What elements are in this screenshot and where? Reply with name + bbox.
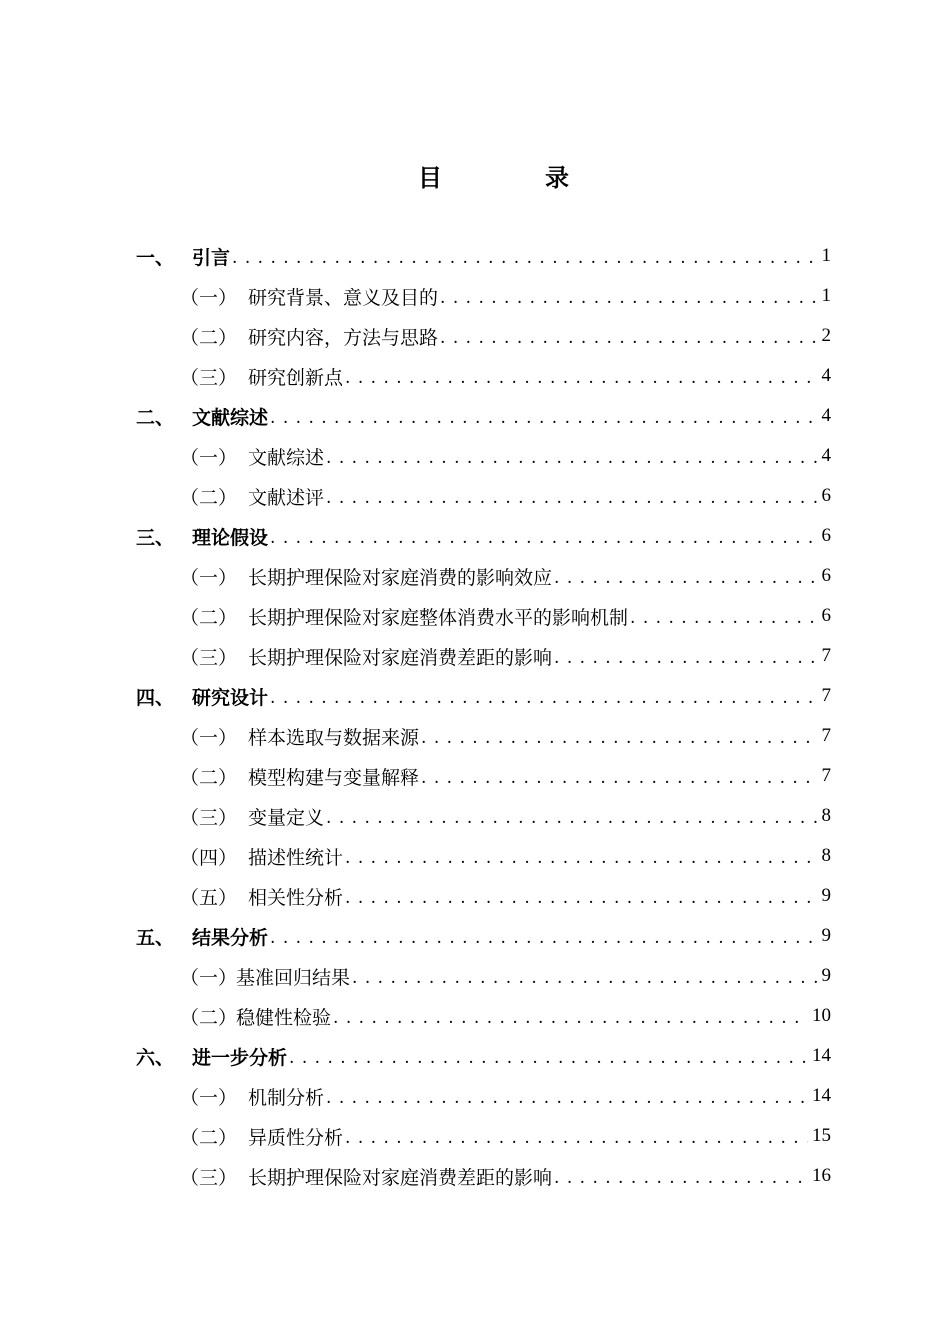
toc-page-number: 4 xyxy=(821,365,831,386)
toc-section-entry[interactable] xyxy=(0,876,950,916)
toc-section-entry[interactable] xyxy=(0,476,950,516)
toc-entry-label: 结果分析 xyxy=(192,926,269,949)
toc-page-number: 6 xyxy=(821,605,831,626)
toc-entry-number: （一） xyxy=(180,726,238,749)
toc-page-number: 9 xyxy=(821,885,831,906)
toc-section-entry[interactable] xyxy=(0,556,950,596)
toc-section-entry[interactable] xyxy=(0,436,950,476)
toc-dot-leader xyxy=(352,966,817,990)
toc-page-number: 7 xyxy=(821,765,831,786)
toc-dot-leader xyxy=(270,926,817,950)
toc-entry-label: 长期护理保险对家庭整体消费水平的影响机制 xyxy=(248,606,629,629)
toc-chapter-entry[interactable] xyxy=(0,516,950,556)
toc-section-entry[interactable] xyxy=(0,756,950,796)
toc-dot-leader xyxy=(326,486,817,510)
toc-section-entry[interactable] xyxy=(0,1156,950,1196)
toc-chapter-entry[interactable] xyxy=(0,916,950,956)
toc-page-number: 7 xyxy=(821,645,831,666)
toc-section-entry[interactable] xyxy=(0,956,950,996)
toc-section-entry[interactable] xyxy=(0,636,950,676)
toc-dot-leader xyxy=(345,886,817,910)
toc-page-number: 8 xyxy=(821,805,831,826)
toc-entry-label: 长期护理保险对家庭消费差距的影响 xyxy=(248,1166,553,1189)
toc-page-number: 8 xyxy=(821,845,831,866)
toc-title xyxy=(0,160,950,196)
toc-entry-label: 研究背景、意义及目的 xyxy=(248,286,439,309)
toc-entry-label: 模型构建与变量解释 xyxy=(248,766,420,789)
toc-section-entry[interactable] xyxy=(0,316,950,356)
toc-entry-number: （二） xyxy=(180,766,238,789)
toc-entry-number: （一） xyxy=(180,1086,238,1109)
toc-entry-label: 样本选取与数据来源 xyxy=(248,726,420,749)
toc-dot-leader xyxy=(345,846,817,870)
toc-page-number: 2 xyxy=(821,325,831,346)
toc-page-number: 7 xyxy=(821,685,831,706)
toc-entry-label: 研究创新点 xyxy=(248,366,344,389)
toc-entry-label: 基准回归结果 xyxy=(236,966,351,989)
toc-entry-number: （三） xyxy=(180,366,238,389)
toc-entry-label: 稳健性检验 xyxy=(236,1006,332,1029)
toc-entry-number: （二） xyxy=(180,1126,238,1149)
toc-chapter-entry[interactable] xyxy=(0,1036,950,1076)
toc-dot-leader xyxy=(554,646,817,670)
toc-page-number: 6 xyxy=(821,485,831,506)
toc-dot-leader xyxy=(421,726,817,750)
toc-page-number: 1 xyxy=(821,245,831,266)
toc-entry-number: （二） xyxy=(180,326,238,349)
toc-page-number: 15 xyxy=(812,1125,831,1146)
toc-dot-leader xyxy=(270,686,817,710)
toc-page-number: 16 xyxy=(812,1165,831,1186)
toc-entry-label: 研究内容，方法与思路 xyxy=(248,326,439,349)
toc-dot-leader xyxy=(232,246,817,270)
toc-dot-leader xyxy=(326,1086,808,1110)
toc-dot-leader xyxy=(345,1126,808,1150)
toc-entry-label: 文献综述 xyxy=(248,446,325,469)
toc-section-entry[interactable] xyxy=(0,596,950,636)
toc-dot-leader xyxy=(326,806,817,830)
toc-dot-leader xyxy=(270,406,817,430)
toc-dot-leader xyxy=(554,1166,808,1190)
toc-entry-number: （五） xyxy=(180,886,238,909)
toc-page-number: 4 xyxy=(821,445,831,466)
toc-entry-number: （一） xyxy=(180,966,238,989)
toc-dot-leader xyxy=(630,606,817,630)
toc-section-entry[interactable] xyxy=(0,716,950,756)
toc-entry-number: （一） xyxy=(180,566,238,589)
toc-entry-number: （三） xyxy=(180,806,238,829)
toc-page-number: 14 xyxy=(812,1085,831,1106)
toc-entry-number: （四） xyxy=(180,846,238,869)
toc-entry-label: 研究设计 xyxy=(192,686,269,709)
toc-section-entry[interactable] xyxy=(0,276,950,316)
toc-page-number: 6 xyxy=(821,525,831,546)
toc-entry-label: 长期护理保险对家庭消费的影响效应 xyxy=(248,566,553,589)
toc-section-entry[interactable] xyxy=(0,1116,950,1156)
toc-dot-leader xyxy=(440,326,817,350)
toc-entry-number: 五、 xyxy=(136,926,175,949)
toc-page-number: 7 xyxy=(821,725,831,746)
toc-dot-leader xyxy=(421,766,817,790)
toc-entry-label: 引言 xyxy=(192,246,231,269)
toc-chapter-entry[interactable] xyxy=(0,396,950,436)
toc-page-number: 4 xyxy=(821,405,831,426)
toc-dot-leader xyxy=(270,526,817,550)
toc-section-entry[interactable] xyxy=(0,996,950,1036)
toc-entry-number: 三、 xyxy=(136,526,175,549)
toc-title-right: 录 xyxy=(545,164,569,192)
toc-entry-label: 变量定义 xyxy=(248,806,325,829)
toc-entry-label: 进一步分析 xyxy=(192,1046,288,1069)
toc-entry-label: 机制分析 xyxy=(248,1086,325,1109)
toc-page-number: 1 xyxy=(821,285,831,306)
toc-dot-leader xyxy=(554,566,817,590)
toc-entry-label: 长期护理保险对家庭消费差距的影响 xyxy=(248,646,553,669)
toc-page-number: 9 xyxy=(821,925,831,946)
toc-page-number: 10 xyxy=(812,1005,831,1026)
toc-entry-label: 描述性统计 xyxy=(248,846,344,869)
toc-dot-leader xyxy=(333,1006,808,1030)
toc-entry-number: 一、 xyxy=(136,246,175,269)
toc-chapter-entry[interactable] xyxy=(0,676,950,716)
toc-dot-leader xyxy=(345,366,817,390)
toc-entry-number: （三） xyxy=(180,1166,238,1189)
toc-entry-number: （一） xyxy=(180,286,238,309)
toc-entry-number: 四、 xyxy=(136,686,175,709)
toc-section-entry[interactable] xyxy=(0,836,950,876)
toc-chapter-entry[interactable] xyxy=(0,236,950,276)
toc-entry-label: 异质性分析 xyxy=(248,1126,344,1149)
toc-list xyxy=(0,236,950,1196)
toc-entry-label: 相关性分析 xyxy=(248,886,344,909)
toc-section-entry[interactable] xyxy=(0,356,950,396)
toc-entry-number: （三） xyxy=(180,646,238,669)
toc-dot-leader xyxy=(289,1046,808,1070)
toc-entry-number: （二） xyxy=(180,1006,238,1029)
toc-entry-label: 理论假设 xyxy=(192,526,269,549)
toc-section-entry[interactable] xyxy=(0,796,950,836)
toc-entry-label: 文献综述 xyxy=(192,406,269,429)
toc-entry-number: （一） xyxy=(180,446,238,469)
toc-page-number: 6 xyxy=(821,565,831,586)
toc-entry-number: （二） xyxy=(180,486,238,509)
toc-entry-label: 文献述评 xyxy=(248,486,325,509)
toc-dot-leader xyxy=(440,286,817,310)
toc-entry-number: 六、 xyxy=(136,1046,175,1069)
toc-page-number: 9 xyxy=(821,965,831,986)
toc-section-entry[interactable] xyxy=(0,1076,950,1116)
toc-dot-leader xyxy=(326,446,817,470)
toc-title-left: 目 xyxy=(418,164,442,192)
toc-entry-number: （二） xyxy=(180,606,238,629)
toc-page-number: 14 xyxy=(812,1045,831,1066)
toc-entry-number: 二、 xyxy=(136,406,175,429)
